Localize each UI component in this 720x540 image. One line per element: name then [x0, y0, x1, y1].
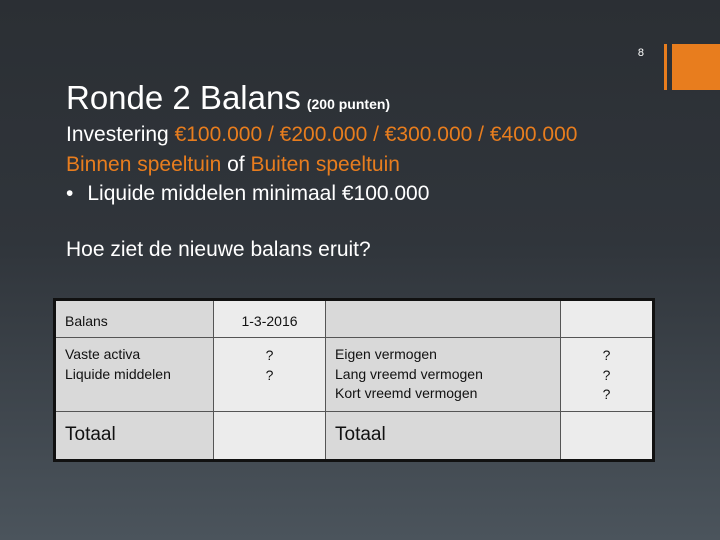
liquid-assets-label: Liquide middelen [65, 365, 171, 382]
liabilities-values-cell [561, 338, 654, 412]
header-label: Balans [65, 313, 108, 329]
accent-bar-thick [672, 44, 720, 90]
header-label-cell [55, 300, 214, 338]
investment-label: Investering [66, 123, 175, 146]
bullet-icon: • [66, 182, 74, 205]
option-indoor: Binnen speeltuin [66, 153, 222, 176]
assets-cell [55, 338, 214, 412]
total-left-cell [55, 412, 214, 461]
balance-table [53, 298, 655, 462]
liabilities-cell [326, 338, 561, 412]
slide-number: 8 [637, 47, 644, 59]
header-date: 1-3-2016 [241, 313, 298, 329]
short-term-debt-label: Kort vreemd vermogen [335, 385, 478, 401]
equity-label: Eigen vermogen [335, 346, 437, 362]
table-header-row [55, 300, 654, 338]
fixed-assets-label: Vaste activa [65, 346, 141, 362]
total-right-value-cell [561, 412, 654, 461]
table-total-row [55, 412, 654, 461]
liabilities-value: ? [602, 347, 611, 363]
investment-line [66, 123, 577, 147]
liabilities-value: ? [602, 366, 611, 383]
total-right-label: Totaal [335, 424, 386, 445]
playground-line [66, 153, 400, 177]
assets-values-cell [214, 338, 326, 412]
assets-value: ? [265, 366, 274, 383]
option-outdoor: Buiten speeltuin [250, 153, 400, 176]
question-text: Hoe ziet de nieuwe balans eruit? [66, 238, 371, 261]
title-main: Ronde 2 Balans [66, 79, 301, 116]
option-separator: of [221, 153, 251, 176]
liabilities-value: ? [602, 386, 611, 402]
title-subtitle: (200 punten) [306, 96, 391, 112]
header-empty-cell [326, 300, 561, 338]
header-date-cell [214, 300, 326, 338]
slide-title [66, 79, 390, 117]
table-row [55, 338, 654, 412]
assets-value: ? [265, 347, 274, 363]
long-term-debt-label: Lang vreemd vermogen [335, 365, 483, 382]
accent-bar-thin [664, 44, 667, 90]
investment-amounts: €100.000 / €200.000 / €300.000 / €400.000 [174, 123, 578, 146]
bullet-line [66, 182, 429, 206]
bullet-text: Liquide middelen minimaal €100.000 [87, 182, 430, 205]
total-right-cell [326, 412, 561, 461]
total-left-label: Totaal [65, 424, 116, 445]
total-left-value-cell [214, 412, 326, 461]
header-empty-cell-right [561, 300, 654, 338]
